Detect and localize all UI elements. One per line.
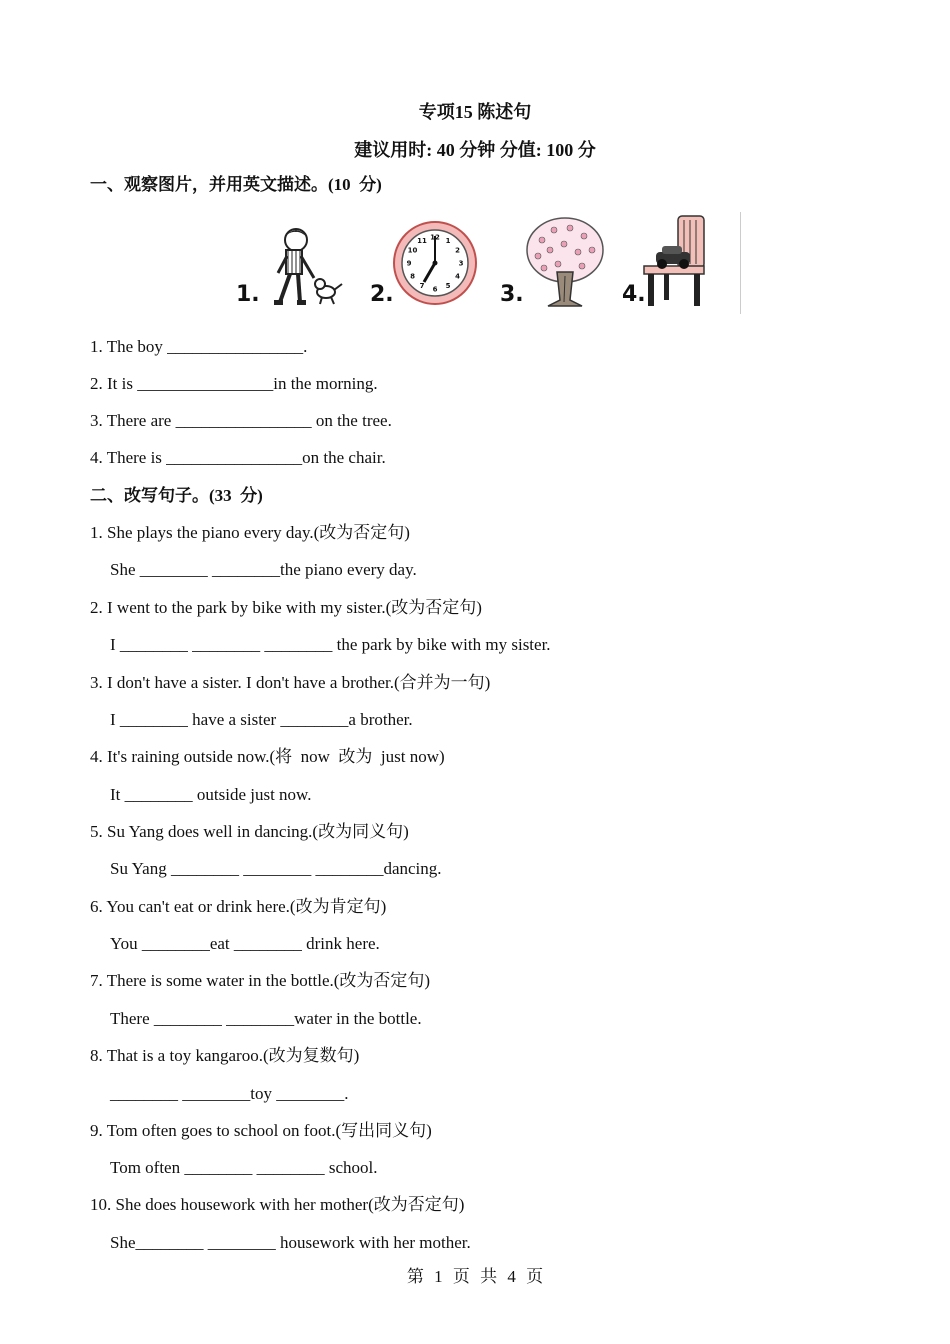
s2-question-9: 9. Tom often goes to school on foot.(写出同义句)	[90, 1121, 432, 1140]
tree-with-flowers-icon	[524, 216, 606, 308]
picture-number-3: 3.	[500, 282, 524, 307]
s2-answer-4: It ________ outside just now.	[110, 785, 312, 804]
clock-number: 11	[417, 237, 427, 245]
section2-heading: 二、改写句子。(33 分)	[90, 486, 263, 505]
s2-question-1: 1. She plays the piano every day.(改为否定句)	[90, 523, 410, 542]
clock-number: 3	[458, 259, 464, 268]
s2-answer-3: I ________ have a sister ________a brother.	[110, 710, 413, 729]
picture-number-2: 2.	[370, 282, 394, 307]
clock-number: 2	[455, 246, 460, 255]
s2-question-10: 10. She does housework with her mother(改为否定句)	[90, 1195, 465, 1214]
boy-feeding-dog-icon	[254, 218, 350, 310]
page-title: 专项15 陈述句	[418, 102, 532, 122]
s2-answer-10: She________ ________ housework with her mother.	[110, 1233, 471, 1252]
s2-answer-6: You ________eat ________ drink here.	[110, 934, 380, 953]
picture-number-1: 1.	[236, 282, 260, 307]
s2-answer-9: Tom often ________ ________ school.	[110, 1158, 378, 1177]
s2-question-8: 8. That is a toy kangaroo.(改为复数句)	[90, 1046, 360, 1065]
s2-question-5: 5. Su Yang does well in dancing.(改为同义句)	[90, 822, 409, 841]
clock-number: 12	[430, 233, 440, 242]
s2-answer-2: I ________ ________ ________ the park by bike with my sister.	[110, 635, 551, 654]
page-footer: 第 1 页 共 4 页	[406, 1267, 544, 1286]
picture-number-4: 4.	[622, 282, 646, 307]
s1-item-3: 3. There are ________________ on the tree.	[90, 411, 392, 430]
chair-with-toy-car-icon	[642, 214, 708, 308]
picture-strip	[232, 212, 752, 314]
s1-item-1: 1. The boy ________________.	[90, 337, 308, 356]
s2-answer-1: She ________ ________the piano every day.	[110, 560, 417, 579]
s2-answer-8: ________ ________toy ________.	[110, 1084, 349, 1103]
s2-question-6: 6. You can't eat or drink here.(改为肯定句)	[90, 897, 387, 916]
clock-number: 6	[432, 285, 438, 294]
clock-number: 4	[455, 272, 460, 281]
clock-number: 8	[410, 272, 415, 281]
s2-question-3: 3. I don't have a sister. I don't have a brother.(合并为一句)	[90, 673, 491, 692]
section1-heading: 一、观察图片，并用英文描述。(10 分)	[90, 175, 382, 194]
s1-item-4: 4. There is ________________on the chair.	[90, 448, 386, 467]
clock-number: 10	[407, 246, 418, 255]
s1-item-2: 2. It is ________________in the morning.	[90, 374, 378, 393]
s2-answer-5: Su Yang ________ ________ ________dancing.	[110, 859, 442, 878]
page-subtitle: 建议用时: 40 分钟 分值: 100 分	[354, 140, 596, 160]
edge-divider	[740, 212, 741, 314]
s2-question-2: 2. I went to the park by bike with my sister.(改为否定句)	[90, 598, 482, 617]
s2-question-4: 4. It's raining outside now.(将 now 改为 just now)	[90, 747, 445, 766]
s2-question-7: 7. There is some water in the bottle.(改为否定句)	[90, 971, 431, 990]
clock-number: 1	[445, 237, 451, 245]
clock-number: 7	[419, 282, 425, 290]
s2-answer-7: There ________ ________water in the bottle.	[110, 1009, 422, 1028]
clock-number: 9	[406, 259, 412, 268]
clock-icon	[392, 220, 478, 306]
clock-number: 5	[445, 282, 451, 290]
